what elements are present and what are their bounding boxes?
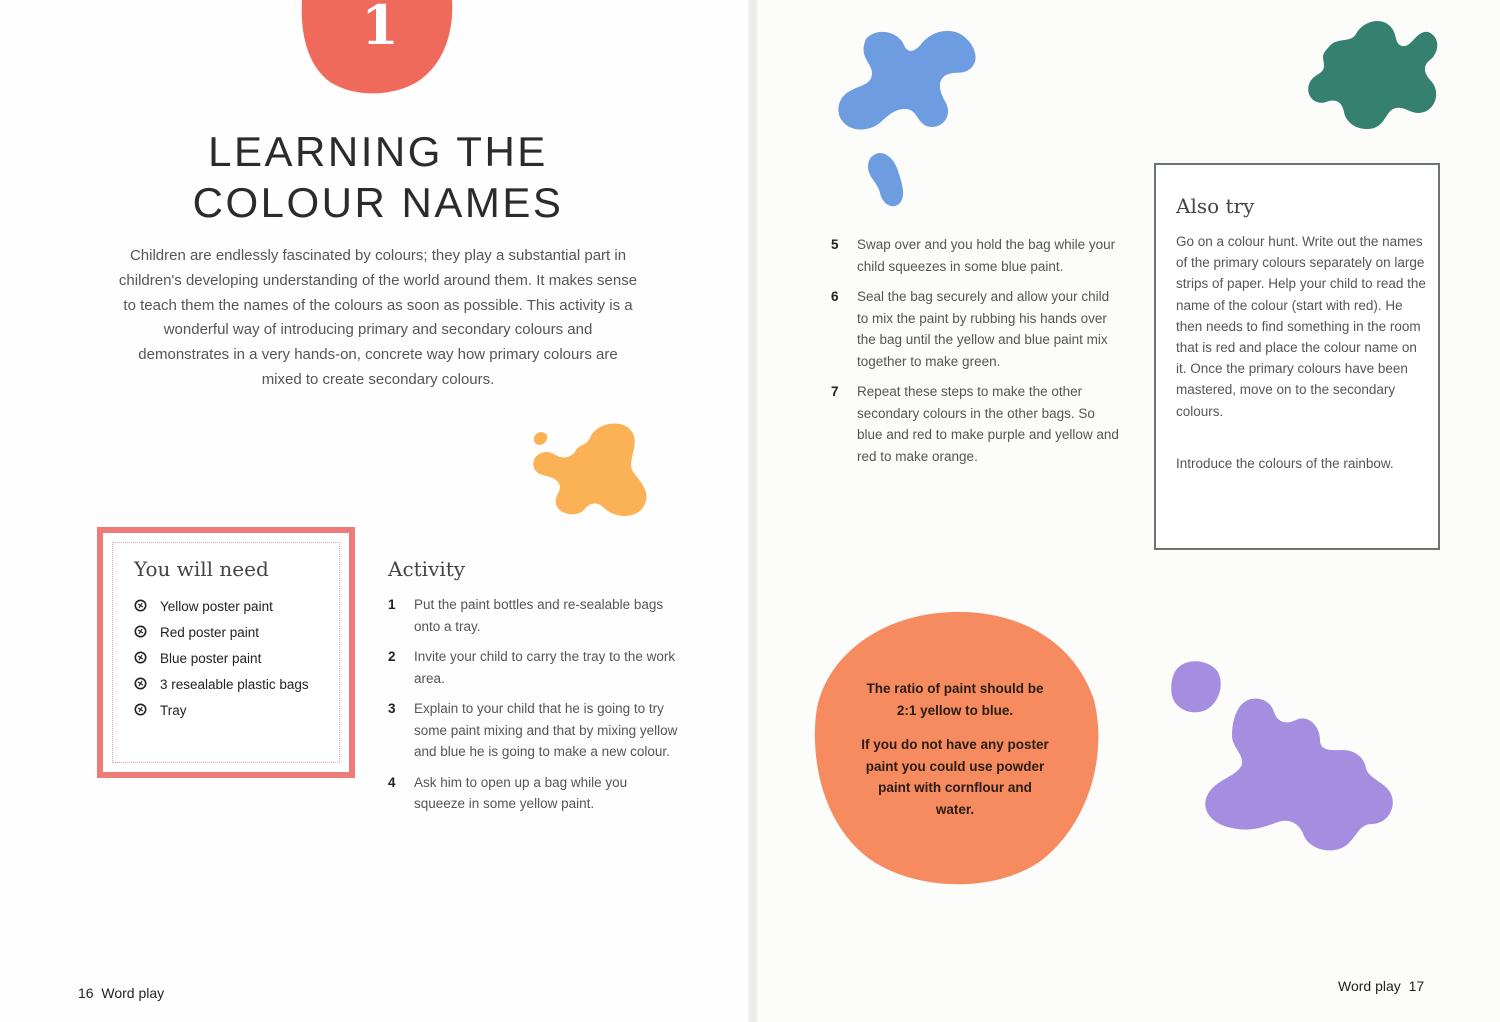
activity-step	[831, 234, 1121, 277]
section-name: Word play	[101, 985, 165, 1001]
materials-item	[134, 622, 334, 643]
also-try-text: Go on a colour hunt. Write out the names of the primary colours separately on large strips of paper. Help your child to read the name of the colour (start with red). He then needs to find something in the room that is red and place the colour name on it. Once the primary colours have been mastered, move on to the secondary colours.	[1176, 234, 1426, 419]
step-text: Ask him to open up a bag while you squeeze in some yellow paint.	[414, 774, 628, 811]
title-line-1: LEARNING THE	[208, 128, 548, 175]
step-text: Swap over and you hold the bag while your child squeezes in some blue paint.	[857, 237, 1116, 274]
book-gutter	[748, 0, 758, 1022]
step-text: Invite your child to carry the tray to the work area.	[414, 649, 676, 686]
you-will-need-heading: You will need	[134, 557, 269, 581]
purple-paint-splat	[1170, 658, 1396, 852]
step-text: Put the paint bottles and re-sealable bags onto a tray.	[414, 597, 664, 634]
materials-item-label: Tray	[160, 703, 187, 718]
tip-powder-paint: If you do not have any poster paint you could use powder paint with cornflour and water.	[861, 737, 1049, 817]
green-paint-splat	[1306, 16, 1440, 131]
also-try-heading: Also try	[1176, 194, 1255, 218]
materials-item-label: Blue poster paint	[160, 651, 262, 666]
left-page-folio	[78, 985, 164, 1001]
step-number: 5	[831, 237, 839, 252]
page-number: 17	[1408, 978, 1425, 994]
paint-splat-bullet-icon	[134, 625, 147, 638]
paint-splat-bullet-icon	[134, 599, 147, 612]
step-text: Explain to your child that he is going to try some paint mixing and that by mixing yellow and blue he is going to make a new colour.	[414, 701, 678, 759]
paint-splat-bullet-icon	[134, 677, 147, 690]
activity-steps-left	[388, 594, 678, 824]
materials-item	[134, 648, 334, 669]
section-name: Word play	[1338, 978, 1401, 994]
activity-step	[388, 594, 678, 637]
activity-number: 1	[361, 0, 399, 57]
activity-step	[831, 381, 1121, 467]
also-try-text-rainbow: Introduce the colours of the rainbow.	[1176, 456, 1394, 471]
activity-steps-right	[831, 234, 1121, 476]
orange-paint-splat	[528, 418, 650, 522]
materials-item	[134, 596, 334, 617]
tip-ratio: The ratio of paint should be 2:1 yellow to blue.	[866, 681, 1044, 718]
intro-paragraph: Children are endlessly fascinated by colours; they play a substantial part in children's developing understanding of the world around them. It makes sense to teach them the names of the colours as soon as possible. This activity is a wonderful way of introducing primary and secondary colours and demonstrates in a very hands-on, concrete way how primary colours are mixed to create secondary colours.	[118, 247, 638, 388]
activity-step	[388, 772, 678, 815]
materials-item	[134, 674, 334, 695]
activity-step	[831, 286, 1121, 372]
paint-splat-bullet-icon	[134, 651, 147, 664]
materials-item-label: Yellow poster paint	[160, 599, 273, 614]
title-line-2: COLOUR NAMES	[192, 179, 564, 226]
step-number: 6	[831, 289, 839, 304]
page-title	[130, 126, 626, 228]
blue-paint-splat	[836, 27, 982, 209]
step-number: 4	[388, 774, 396, 790]
page-number: 16	[78, 985, 94, 1001]
materials-item-label: Red poster paint	[160, 625, 260, 640]
step-number: 1	[388, 597, 396, 612]
paint-splat-bullet-icon	[134, 703, 147, 716]
activity-step	[388, 698, 678, 763]
step-number: 2	[388, 649, 396, 664]
step-text: Seal the bag securely and allow your child to mix the paint by rubbing his hands over the bag until the yellow and blue paint mix together to make green.	[857, 289, 1110, 369]
right-page-folio	[1338, 978, 1424, 994]
activity-step	[388, 646, 678, 689]
step-text: Repeat these steps to make the other secondary colours in the other bags. So blue and red to make purple and yellow and red to make orange.	[857, 384, 1119, 464]
activity-heading: Activity	[388, 557, 466, 581]
materials-item-label: 3 resealable plastic bags	[160, 677, 309, 692]
materials-list	[134, 596, 334, 726]
step-number: 3	[388, 701, 396, 716]
step-number: 7	[831, 384, 839, 399]
materials-item	[134, 700, 334, 721]
